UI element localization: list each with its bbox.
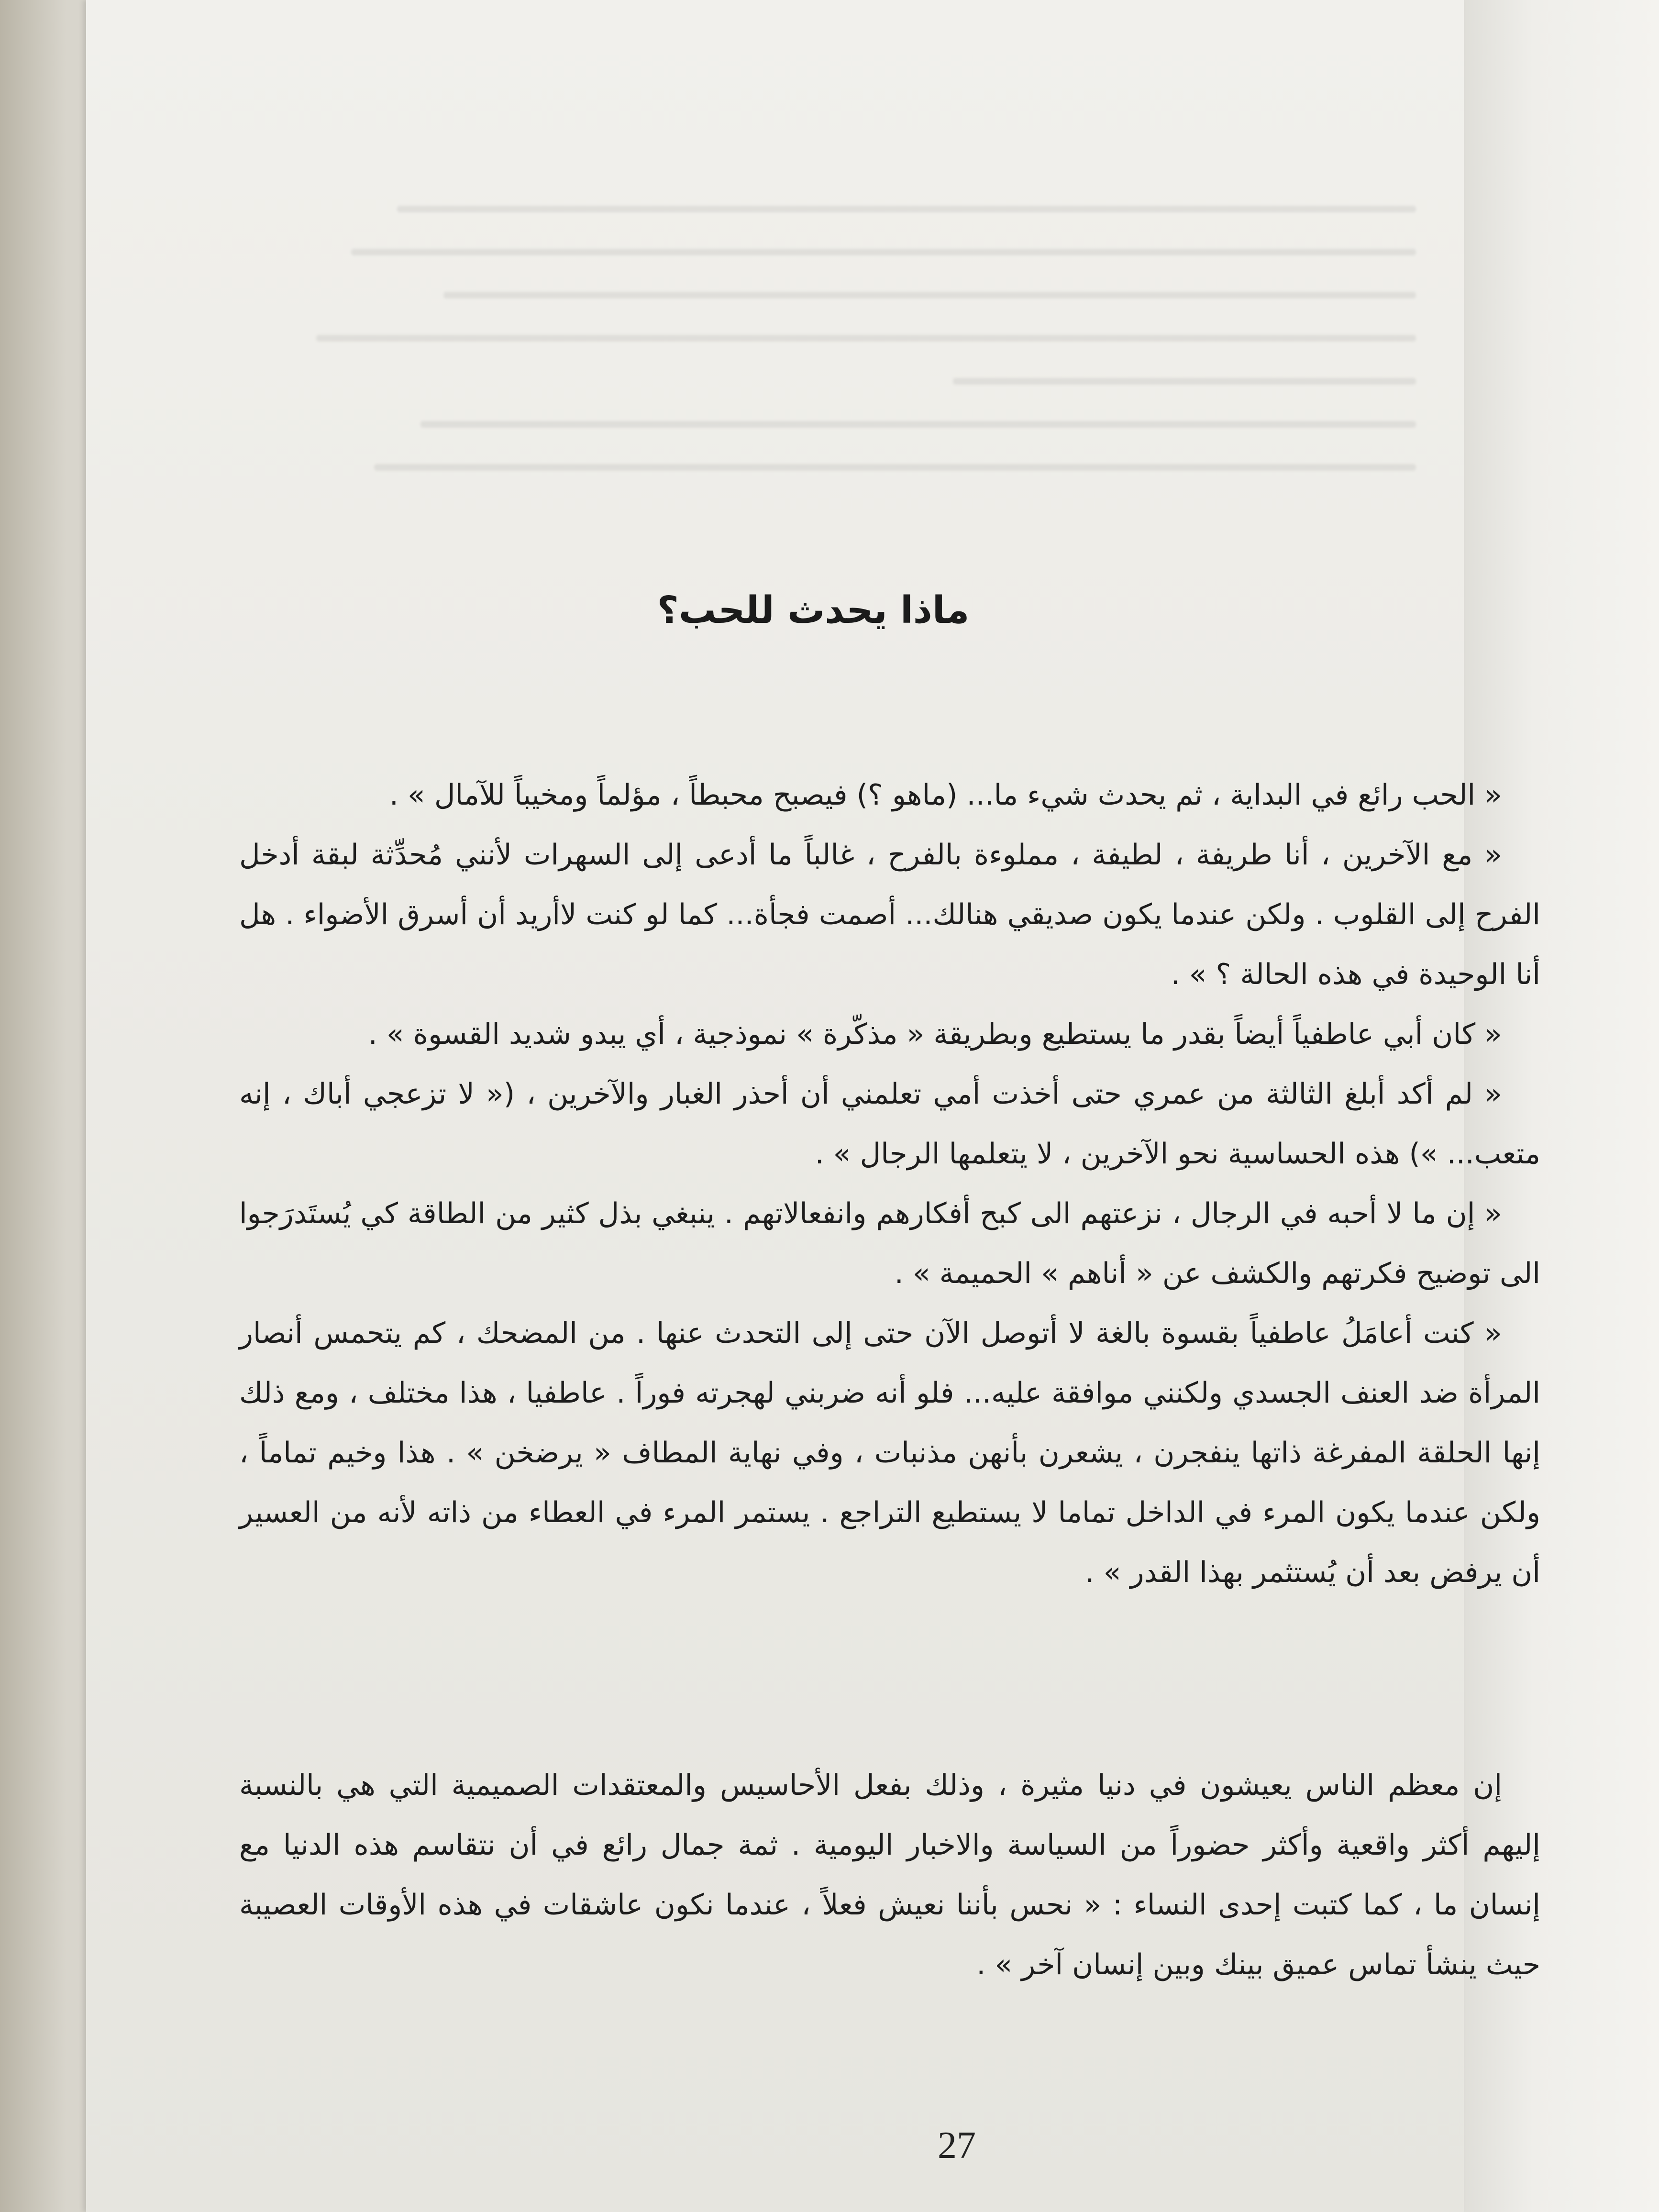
quote-paragraph: « مع الآخرين ، أنا طريفة ، لطيفة ، مملوءة بالفرح ، غالباً ما أدعى إلى السهرات لأنني مُحدِّثة لبقة أدخل الفرح إلى القلوب . ولكن عندما يكون صديقي هنالك... أصمت فجأة... كما لو كنت لاأريد أن أسرق الأضواء . هل أنا الوحيدة في هذه الحالة ؟ » . <box>239 838 1540 991</box>
quote-paragraph: « كان أبي عاطفياً أيضاً بقدر ما يستطيع وبطريقة « مذكّرة » نموذجية ، أي يبدو شديد القسوة » . <box>368 1018 1502 1051</box>
quote-paragraph: « كنت أعامَلُ عاطفياً بقسوة بالغة لا أتوصل الآن حتى إلى التحدث عنها . من المضحك ، كم يتحمس أنصار المرأة ضد العنف الجسدي ولكنني موافقة عليه... فلو أنه ضربني لهجرته فوراً . عاطفيا ، هذا مختلف ، ومع ذلك إنها الحلقة المفرغة ذاتها ينفجرن ، يشعرن بأنهن مذنبات ، وفي نهاية المطاف « يرضخن » . هذا وخيم تماماً ، ولكن عندما يكون المرء في الداخل تماما لا يستطيع التراجع . يستمر المرء في العطاء من ذاته لأنه من العسير أن يرفض بعد أن يُستثمر بهذا القدر » . <box>239 1316 1540 1589</box>
quote-paragraph: « إن ما لا أحبه في الرجال ، نزعتهم الى كبح أفكارهم وانفعالاتهم . ينبغي بذل كثير من الطاقة كي يُستَدرَجوا الى توضيح فكرتهم والكشف عن « أناهم » الحميمة » . <box>239 1197 1540 1290</box>
quote-paragraph: « لم أكد أبلغ الثالثة من عمري حتى أخذت أمي تعلمني أن أحذر الغبار والآخرين ، (« لا تزعجي أباك ، إنه متعب... ») هذه الحساسية نحو الآخرين ، لا يتعلمها الرجال » . <box>239 1077 1540 1171</box>
show-through-text <box>258 206 1416 588</box>
page-title: ماذا يحدث للحب؟ <box>657 589 970 632</box>
quote-paragraph: « الحب رائع في البداية ، ثم يحدث شيء ما... (ماهو ؟) فيصبح محبطاً ، مؤلماً ومخيباً للآمال » . <box>389 778 1502 812</box>
quotes-block <box>239 765 1540 1603</box>
page-number: 27 <box>938 2124 976 2167</box>
closing-block <box>239 1756 1540 1995</box>
closing-paragraph: إن معظم الناس يعيشون في دنيا مثيرة ، وذلك بفعل الأحاسيس والمعتقدات الصميمية التي هي بالنسبة إليهم أكثر واقعية وأكثر حضوراً من السياسة والاخبار اليومية . ثمة جمال رائع في أن نتقاسم هذه الدنيا مع إنسان ما ، كما كتبت إحدى النساء : « نحس بأننا نعيش فعلاً ، عندما نكون عاشقات في هذه الأوقات العصيبة حيث ينشأ تماس عميق بينك وبين إنسان آخر » . <box>239 1769 1540 1981</box>
